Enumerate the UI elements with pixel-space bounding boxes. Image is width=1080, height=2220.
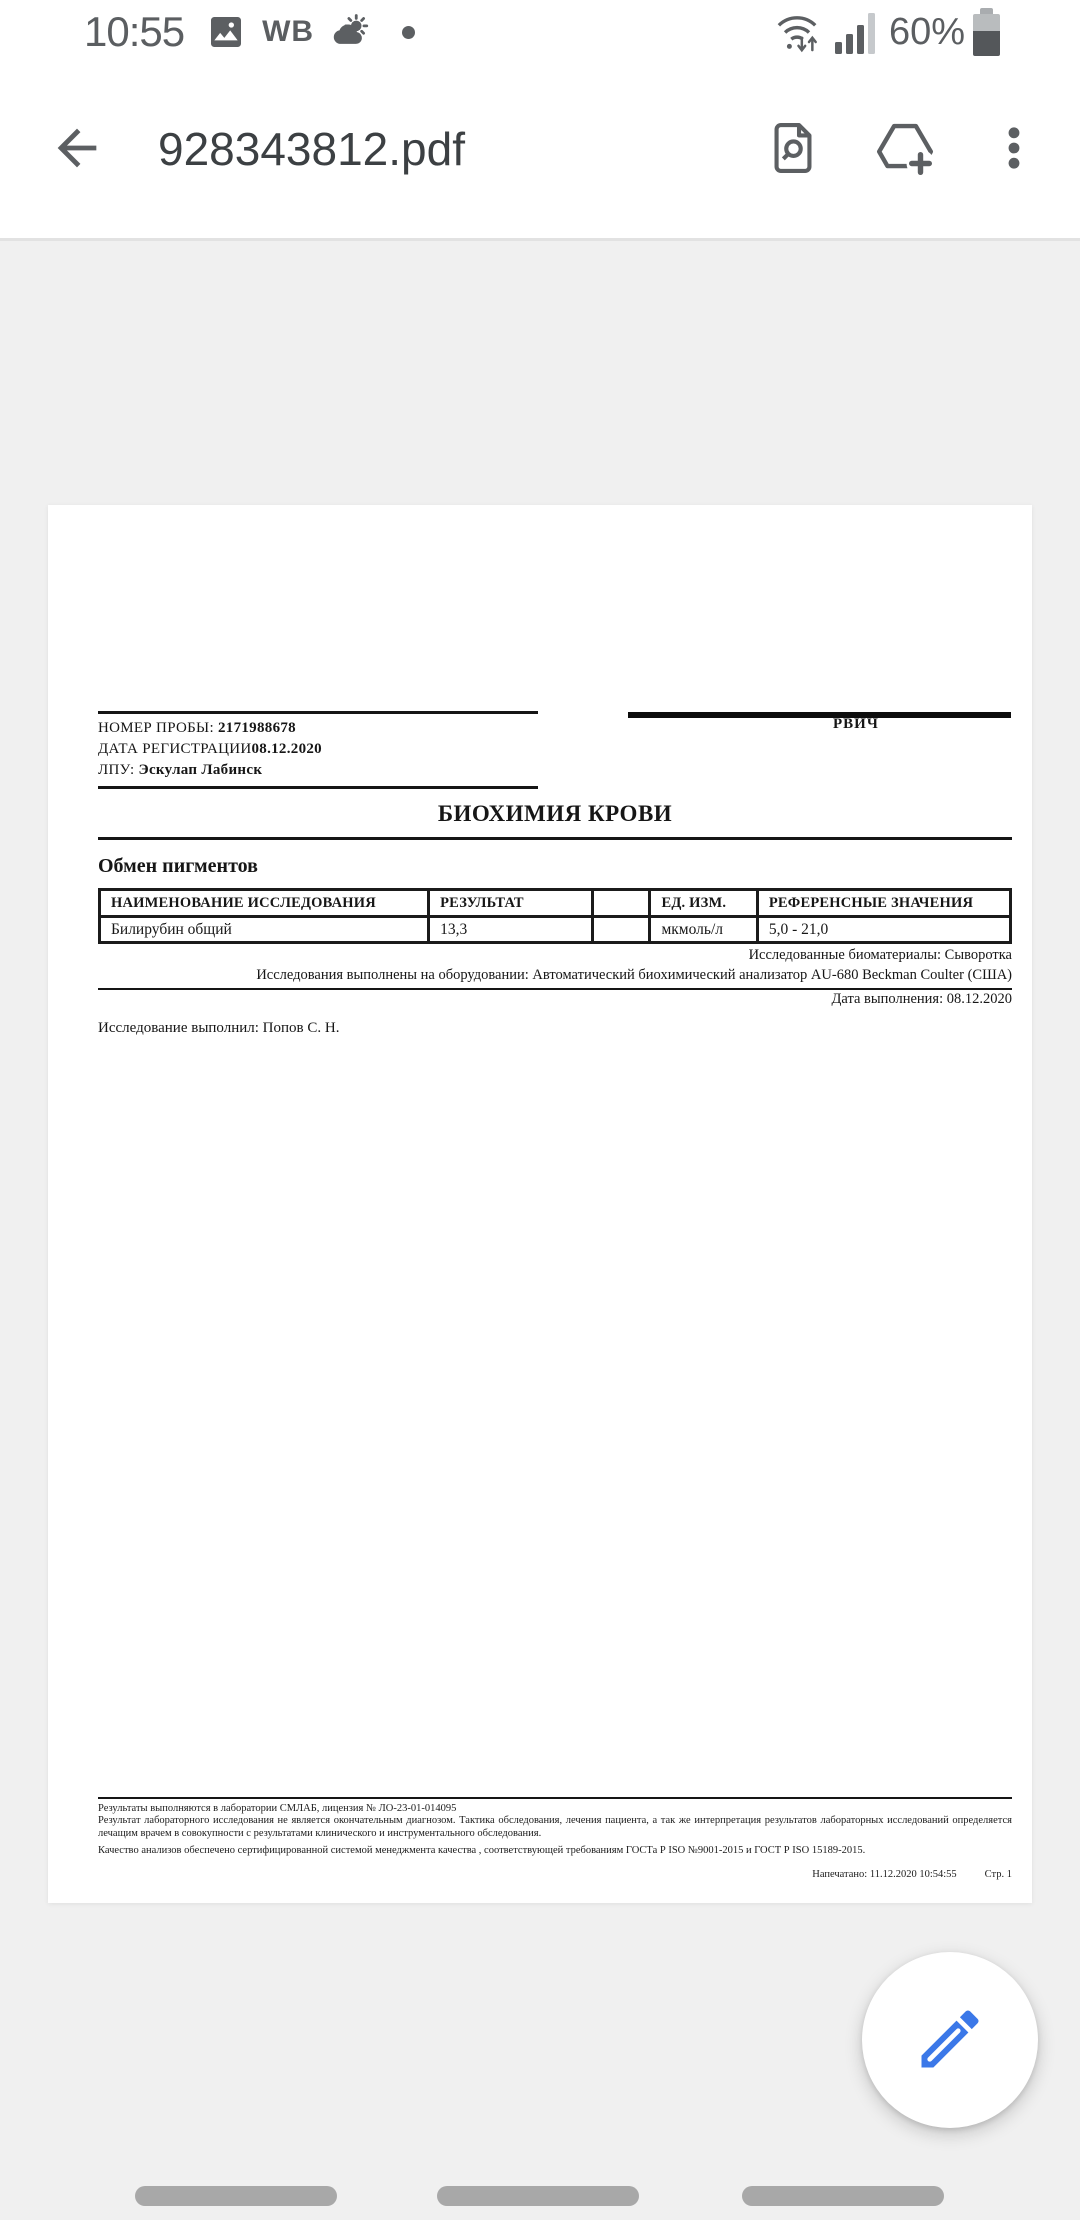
status-bar-left (84, 8, 415, 56)
overflow-menu-button[interactable] (988, 122, 1040, 177)
status-bar (0, 0, 1080, 60)
footer-printed-line (98, 1869, 1012, 1882)
divider (98, 837, 1012, 840)
cell-reference: 5,0 - 21,0 (757, 917, 1010, 943)
weather-partly-sunny-icon (330, 11, 372, 53)
clock: 10:55 (84, 8, 185, 55)
wb-notification-label: WB (262, 15, 315, 48)
add-to-drive-icon (874, 117, 936, 182)
lpu-row: ЛПУ: Эскулап Лабинск (98, 762, 263, 778)
col-header-unit: ЕД. ИЗМ. (650, 890, 757, 917)
registration-date-row: ДАТА РЕГИСТРАЦИИ08.12.2020 (98, 741, 322, 757)
gesture-navigation-area (0, 2170, 1080, 2220)
report-title: БИОХИМИЯ КРОВИ (437, 801, 673, 826)
search-in-document-button[interactable] (764, 119, 822, 180)
signal-strength-icon (835, 10, 875, 54)
report-footer (98, 1797, 1012, 1882)
photo-icon (206, 12, 246, 52)
overflow-menu-icon (988, 122, 1040, 177)
back-button[interactable] (48, 119, 106, 180)
edit-fab[interactable] (862, 1952, 1038, 2128)
gesture-bar-recents[interactable] (135, 2186, 337, 2206)
back-arrow-icon (48, 119, 106, 180)
search-in-document-icon (764, 119, 822, 180)
table-header-row (100, 890, 1011, 917)
section-title: Обмен пигментов (98, 855, 258, 877)
col-header-name: НАИМЕНОВАНИЕ ИССЛЕДОВАНИЯ (100, 890, 429, 917)
execution-date-note: Дата выполнения: 08.12.2020 (831, 991, 1012, 1007)
cell-result: 13,3 (429, 917, 593, 943)
col-header-flag (593, 890, 650, 917)
equipment-note: Исследования выполнены на оборудовании: Автоматический биохимический анализатор AU-680 Beckman Coulter (США) (256, 966, 1012, 983)
performed-by-note: Исследование выполнил: Попов С. Н. (98, 1019, 340, 1036)
battery-percent-label: 60% (888, 10, 965, 53)
report-header (98, 711, 1012, 789)
table-row (100, 917, 1011, 943)
sample-info-block (98, 711, 538, 789)
app-bar-actions (764, 117, 1040, 182)
col-header-reference: РЕФЕРЕНСНЫЕ ЗНАЧЕНИЯ (757, 890, 1010, 917)
notification-dot (402, 26, 415, 39)
add-to-drive-button[interactable] (874, 117, 936, 182)
page-number: Стр. 1 (984, 1868, 1012, 1880)
cell-flag (593, 917, 650, 943)
footer-license-line: Результаты выполняются в лаборатории СМЛАБ, лицензия № ЛО-23-01-014095 (98, 1802, 457, 1814)
results-table (98, 888, 1012, 944)
page-blank-space (98, 1038, 1012, 1797)
gesture-bar-back[interactable] (742, 2186, 944, 2206)
printed-timestamp: Напечатано: 11.12.2020 10:54:55 (812, 1868, 957, 1880)
biomaterials-note: Исследованные биоматериалы: Сыворотка (748, 947, 1012, 963)
status-bar-right (761, 8, 1000, 56)
pdf-page (48, 505, 1032, 1903)
patient-name-fragment: РВИЧ (833, 716, 879, 732)
cell-unit: мкмоль/л (650, 917, 757, 943)
gesture-bar-home[interactable] (437, 2186, 639, 2206)
redacted-patient-name-bar (628, 712, 1011, 718)
cell-test-name: Билирубин общий (100, 917, 429, 943)
wifi-icon (775, 10, 821, 54)
col-header-result: РЕЗУЛЬТАТ (429, 890, 593, 917)
sample-number-row: НОМЕР ПРОБЫ: 2171988678 (98, 720, 296, 736)
page-title: 928343812.pdf (158, 123, 465, 175)
footer-disclaimer-line: Результат лабораторного исследования не является окончательным диагнозом. Тактика обследования, лечения пациента, а так же интерпретация результатов лабораторных исследований определяется лечащим врачем в совокупности с результатами клинического и инструментального обследования. (98, 1815, 1012, 1839)
app-bar (0, 60, 1080, 241)
pencil-icon (912, 2001, 988, 2080)
battery-icon (973, 8, 1000, 56)
footer-quality-line: Качество анализов обеспечено сертифицированной системой менеджмента качества , соответствующей требованиям ГОСТа Р ISO №9001-2015 и ГОСТ Р ISO 15189-2015. (98, 1845, 866, 1856)
